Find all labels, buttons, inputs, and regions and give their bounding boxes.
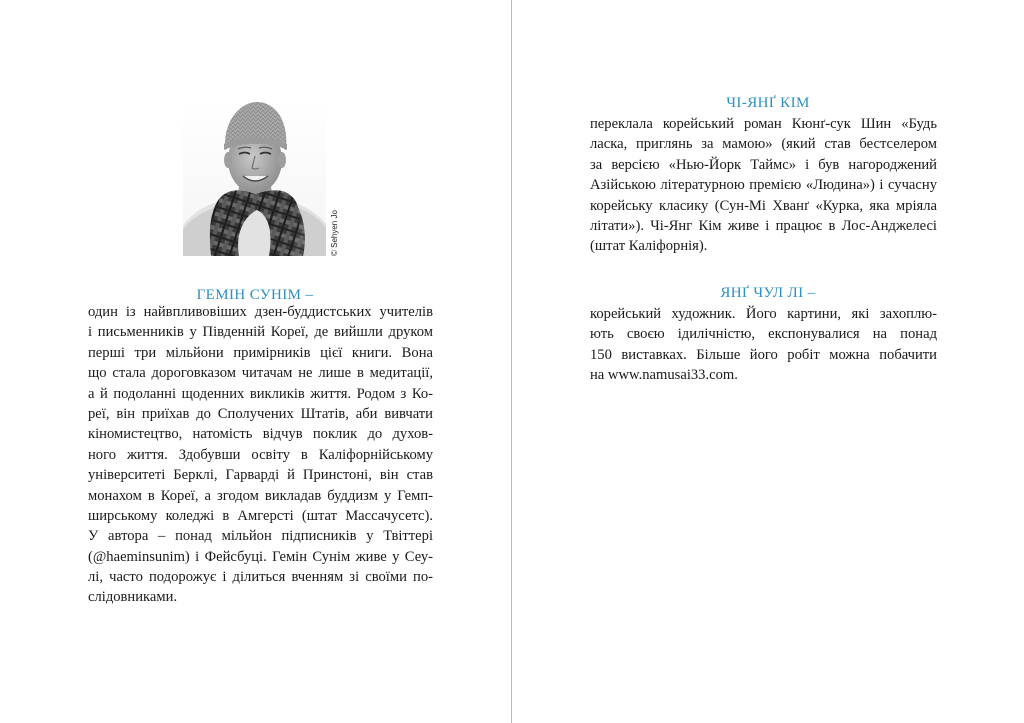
author-bio-line: ширському коледжі в Амгерсті (штат Массачусетс). <box>88 507 433 524</box>
translator-bio-line: (штат Каліфорнія). <box>590 238 708 255</box>
author-bio-line: лі, часто подорожує і ділиться вченням зі своїми по- <box>88 569 433 586</box>
author-name-heading: ГЕМІН СУНІМ – <box>196 287 314 303</box>
author-bio <box>88 302 433 608</box>
illustrator-bio-line: на www.namusai33.com. <box>590 367 738 384</box>
illustrator-bio-line: ють своєю ідилічністю, експонувалися на понад <box>590 326 937 343</box>
portrait-photo <box>183 98 326 256</box>
illustrator-name-heading: ЯНҐ ЧУЛ ЛІ – <box>720 285 816 301</box>
author-bio-line: (@haeminsunim) і Фейсбуці. Гемін Сунім живе у Сеу- <box>88 548 433 565</box>
author-bio-line: що стала дороговказом читачам не лише в медитації, <box>88 365 433 382</box>
author-bio-line: і письменників у Південній Кореї, де вийшли друком <box>88 324 433 341</box>
illustrator-bio <box>590 304 937 386</box>
translator-bio-line: за версією «Нью-Йорк Таймс» і був нагороджений <box>590 156 937 173</box>
author-bio-line: слідовниками. <box>88 589 178 606</box>
author-bio-line: У автора – понад мільйон підписників у Твіттері <box>88 528 433 545</box>
author-bio-line: ного життя. Здобувши освіту в Каліфорнійському <box>88 446 433 463</box>
translator-bio-line: Азійською літературною премією «Людина») і сучасну <box>590 177 937 194</box>
illustrator-bio-line: 150 виставках. Більше його робіт можна побачити <box>590 346 937 363</box>
author-bio-line: монахом в Кореї, а згодом викладав буддизм у Гемп- <box>88 487 433 504</box>
author-bio-line: перші три мільйони примірників цієї книги. Вона <box>88 344 433 361</box>
photo-credit: © Sehyen Jo <box>330 210 339 256</box>
translator-bio-line: літати»). Чі-Янг Кім живе і працює в Лос-Анджелесі <box>590 217 937 234</box>
illustrator-bio-line: корейський художник. Його картини, які захоплю- <box>590 306 937 322</box>
translator-bio-line: ласка, приглянь за мамою» (який став бестселером <box>590 136 937 153</box>
left-page <box>0 0 511 723</box>
translator-bio-line: корейську класику (Сун-Мі Хванґ «Курка, яка мріяла <box>590 197 937 214</box>
author-bio-line: університеті Берклі, Гарварді й Принстоні, він став <box>88 467 433 484</box>
translator-name-heading: ЧІ-ЯНҐ КІМ <box>726 95 810 111</box>
author-bio-line: реї, він приїхав до Сполучених Штатів, аби вивчати <box>88 405 433 422</box>
translator-bio-line: переклала корейський роман Кюнґ-сук Шин «Будь <box>590 116 937 132</box>
author-bio-line: кіномистецтво, натомість відчув поклик до духов- <box>88 426 433 443</box>
author-bio-line: один із найвпливовіших дзен-буддистських учителів <box>88 304 433 320</box>
right-page <box>512 0 1024 723</box>
translator-bio <box>590 114 937 257</box>
author-portrait <box>183 98 326 256</box>
author-bio-line: а й подоланні щоденних викликів життя. Родом з Ко- <box>88 385 433 402</box>
